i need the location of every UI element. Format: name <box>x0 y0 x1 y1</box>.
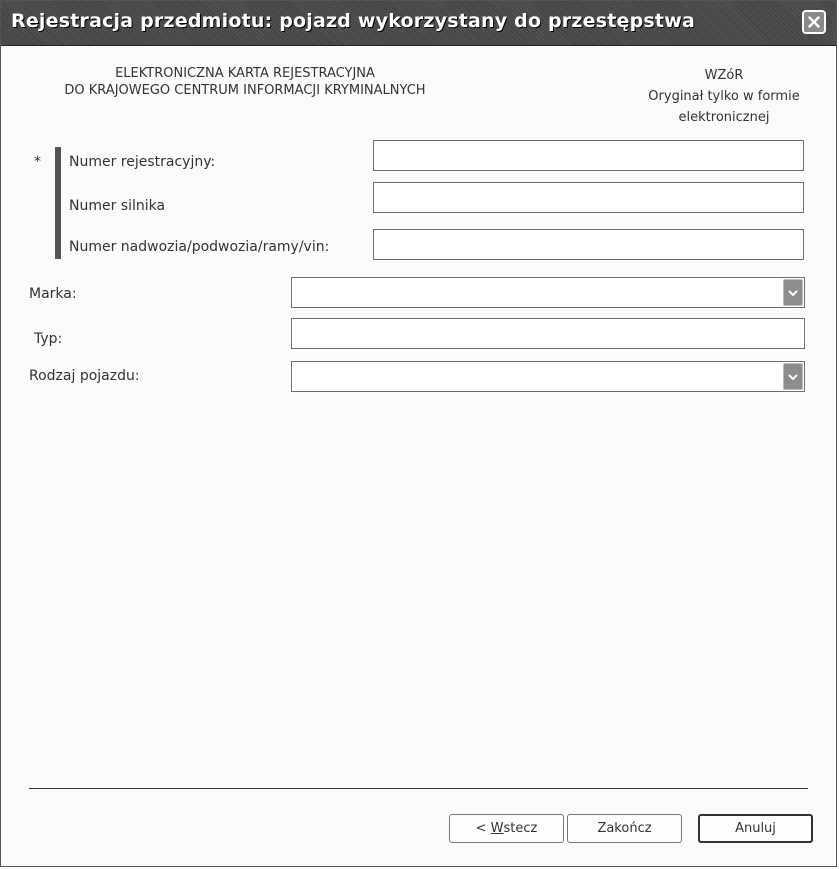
original-note-line1: Oryginał tylko w formie <box>648 89 800 104</box>
vin-input[interactable] <box>373 229 804 260</box>
close-icon <box>808 16 820 28</box>
original-note-line2: elektronicznej <box>678 110 770 125</box>
chevron-down-icon <box>788 373 798 381</box>
required-group-bar <box>55 147 61 259</box>
title-bar[interactable] <box>1 1 836 46</box>
back-button-rest: stecz <box>503 821 538 836</box>
card-header-line2: DO KRAJOWEGO CENTRUM INFORMACJI KRYMINALNYCH <box>64 83 426 98</box>
back-button-prefix: < <box>475 821 491 836</box>
make-dropdown-button[interactable] <box>783 279 803 306</box>
chevron-down-icon <box>788 289 798 297</box>
vin-label: Numer nadwozia/podwozia/ramy/vin: <box>69 239 330 255</box>
card-header-line1: ELEKTRONICZNA KARTA REJESTRACYJNA <box>115 66 375 81</box>
watermark-note <box>614 65 814 128</box>
close-button[interactable] <box>802 10 826 34</box>
make-label: Marka: <box>29 286 77 302</box>
vehicle-kind-select[interactable] <box>291 361 805 392</box>
cancel-button[interactable]: Anuluj <box>698 814 813 843</box>
card-header <box>25 65 465 99</box>
sample-label: WZóR <box>704 68 744 83</box>
finish-button[interactable]: Zakończ <box>567 814 682 843</box>
make-select[interactable] <box>291 277 805 308</box>
registration-number-label: Numer rejestracyjny: <box>69 154 216 170</box>
vehicle-kind-label: Rodzaj pojazdu: <box>29 368 140 384</box>
registration-number-input[interactable] <box>373 140 804 171</box>
back-button[interactable] <box>449 814 564 843</box>
required-marker: * <box>34 154 41 170</box>
back-button-mnemonic: W <box>490 821 504 836</box>
footer-divider <box>29 788 808 789</box>
type-label: Typ: <box>34 331 63 347</box>
type-input[interactable] <box>291 318 805 349</box>
engine-number-label: Numer silnika <box>69 198 166 214</box>
vehicle-kind-dropdown-button[interactable] <box>783 363 803 390</box>
engine-number-input[interactable] <box>373 182 804 213</box>
window-title: Rejestracja przedmiotu: pojazd wykorzystany do przestępstwa <box>11 10 695 32</box>
